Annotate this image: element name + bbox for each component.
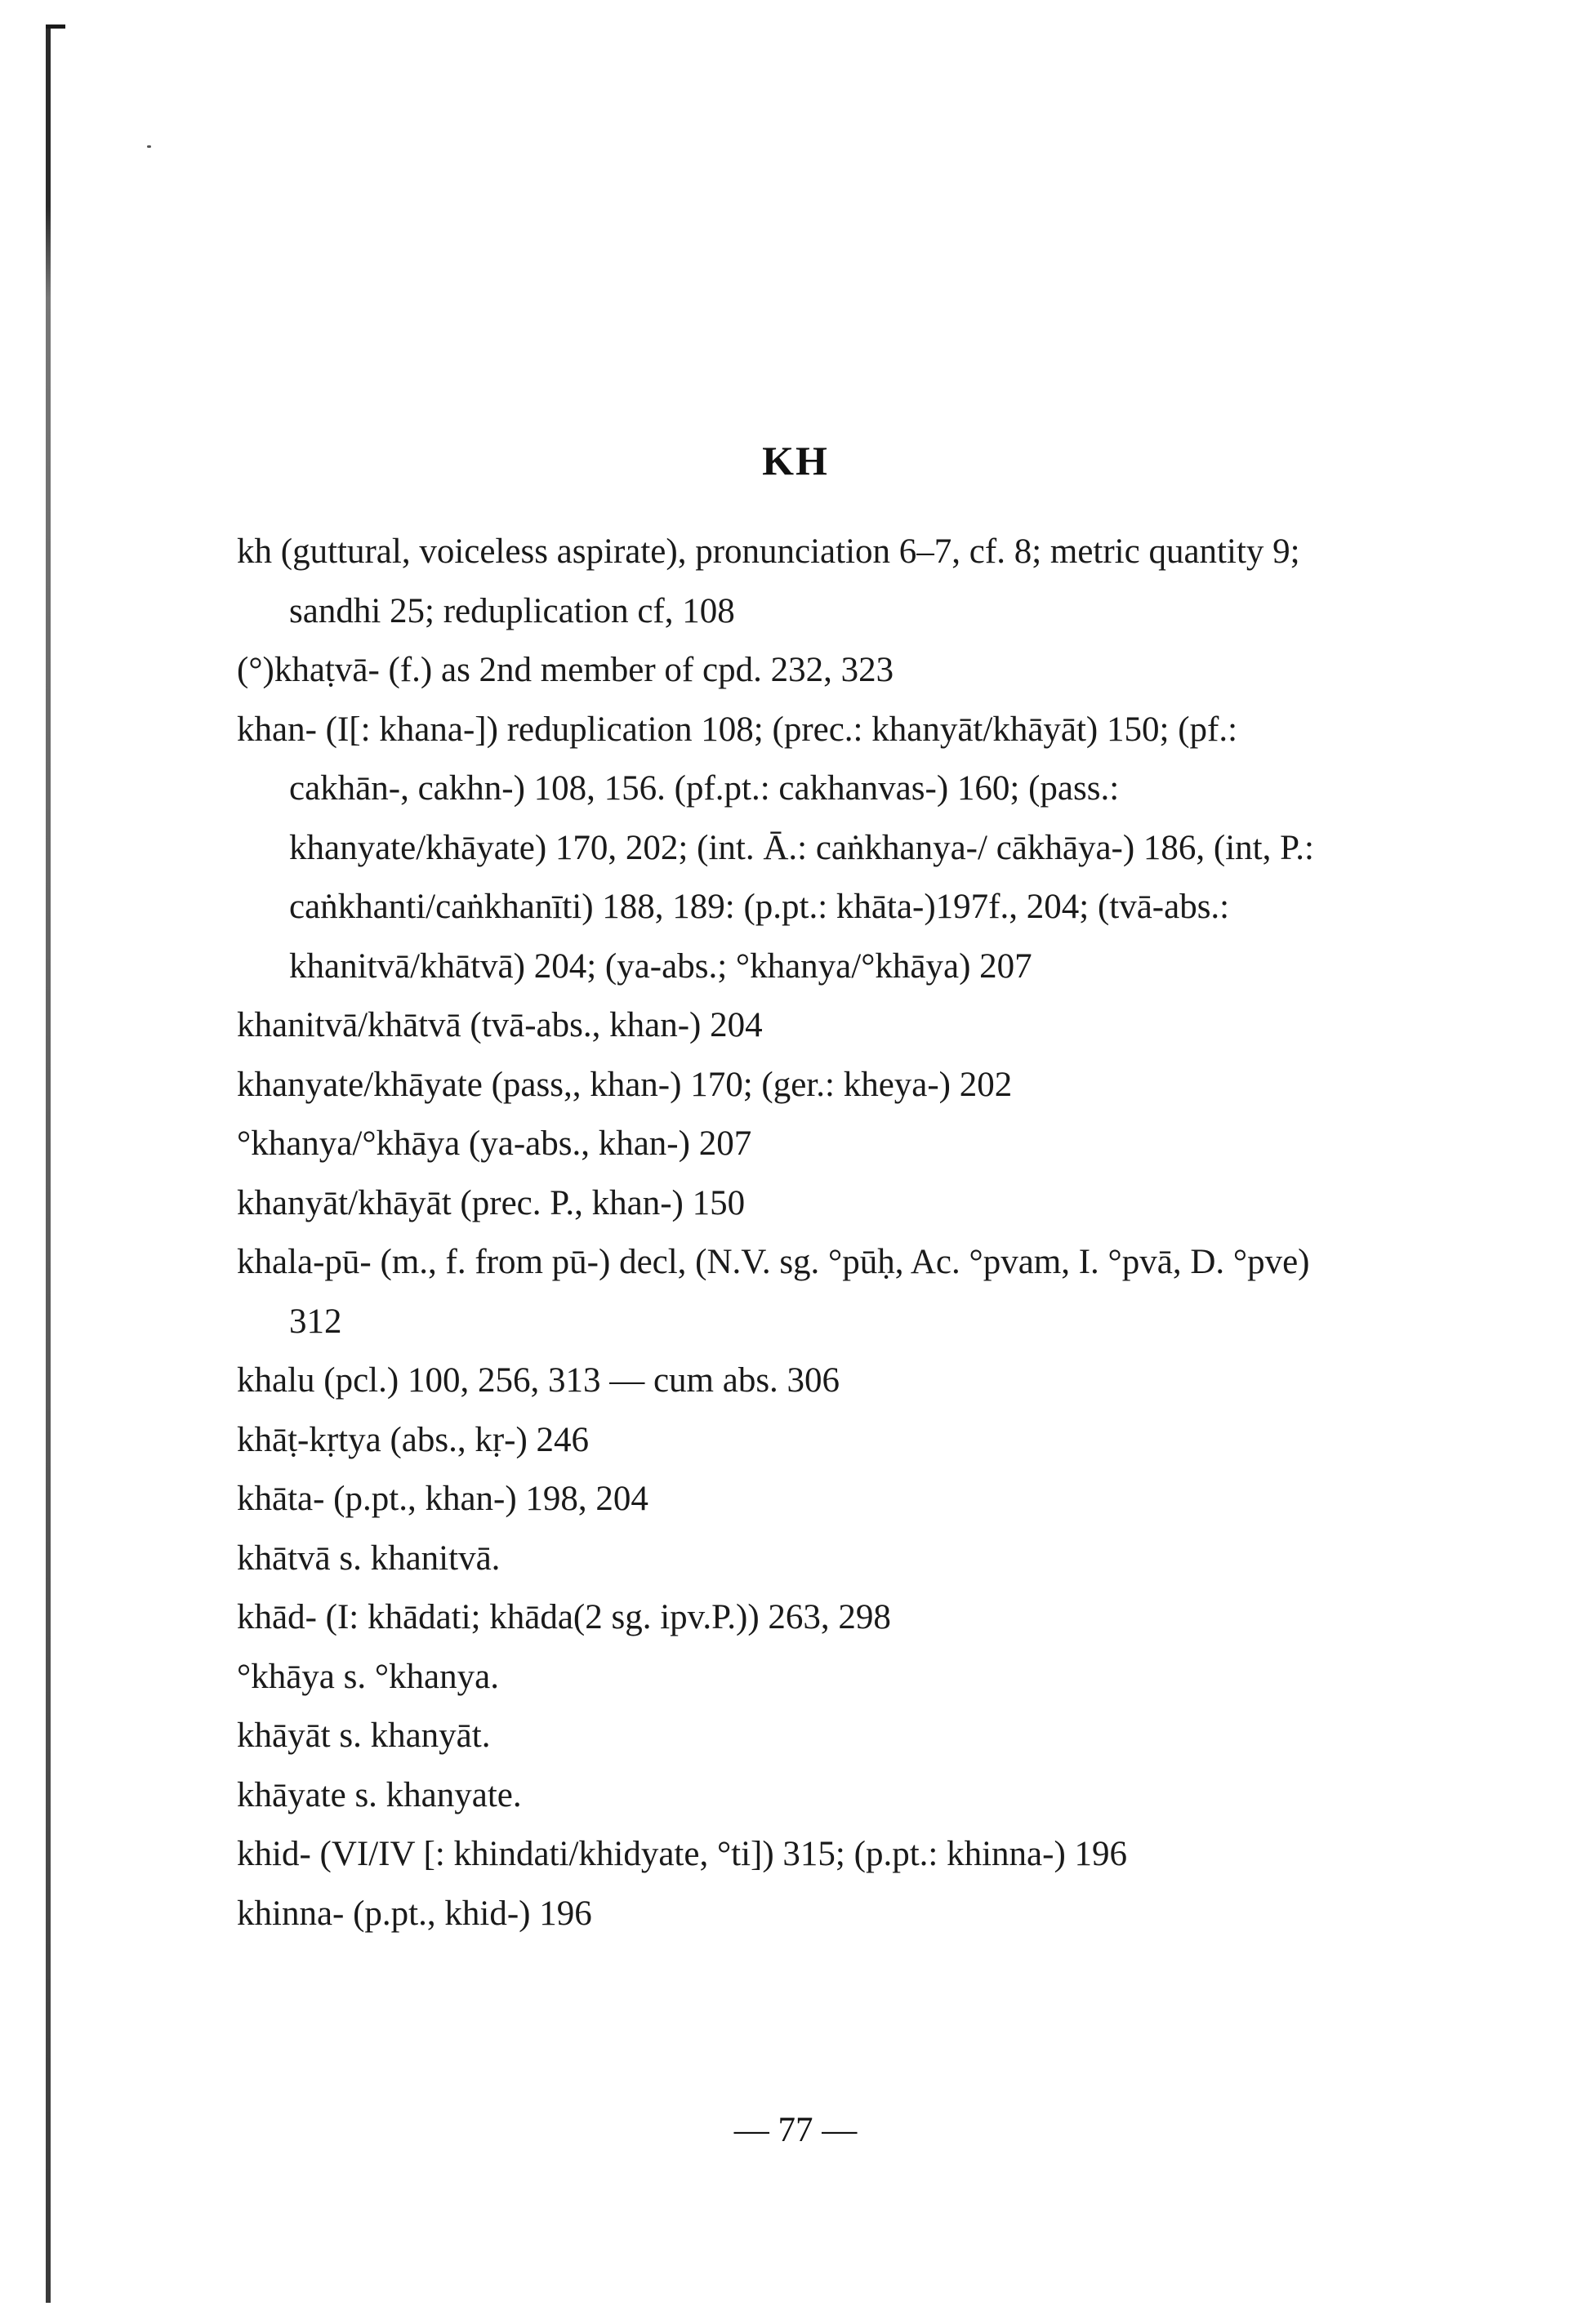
page-number: — 77 — [733, 2111, 858, 2149]
index-entry: khalu (pcl.) 100, 256, 313 — cum abs. 306 [237, 1361, 840, 1400]
scan-speck [147, 145, 151, 148]
index-entry: khāṭ-kṛtya (abs., kṛ-) 246 [237, 1420, 590, 1459]
index-entry: khāta- (p.pt., khan-) 198, 204 [237, 1480, 648, 1518]
index-entry: khād- (I: khādati; khāda(2 sg. ipv.P.)) 263, 298 [237, 1598, 891, 1636]
index-entry: khanitvā/khātvā (tvā-abs., khan-) 204 [237, 1006, 763, 1044]
index-entry: khid- (VI/IV [: khindati/khidyate, °ti]) 315; (p.pt.: khinna-) 196 [237, 1835, 1128, 1873]
index-entry: khanyate/khāyate (pass,, khan-) 170; (ger.: kheya-) 202 [237, 1065, 1013, 1104]
index-entry: khinna- (p.pt., khid-) 196 [237, 1894, 592, 1933]
section-heading: KH [762, 438, 829, 483]
index-entry: khanyāt/khāyāt (prec. P., khan-) 150 [237, 1183, 746, 1222]
index-entry: kh (guttural, voiceless aspirate), pronunciation 6–7, cf. 8; metric quantity 9; sandhi 25; reduplication cf, 108 [237, 532, 1300, 630]
index-entry: khan- (I[: khana-]) reduplication 108; (prec.: khanyāt/khāyāt) 150; (pf.: cakhān-, cakhn-) 108, 156. (pf.pt.: cakhanvas-) 160; (pass.: khanyate/khāyate) 170, 202; (int. Ā.: caṅkhanya-/ cākhāya-) 186, (int, P.: caṅkhanti/caṅkhanīti) 188, 189: (p.pt.: khāta-)197f., 204; (tvā-abs.: khanitvā/khātvā) 204; (ya-abs.; °khanya/°khāya) 207 [237, 710, 1314, 986]
index-entry: °khāya s. °khanya. [237, 1657, 499, 1696]
index-entry: khala-pū- (m., f. from pū-) decl, (N.V. sg. °pūḥ, Ac. °pvam, I. °pvā, D. °pve) 312 [237, 1243, 1310, 1341]
index-entry: khāyate s. khanyate. [237, 1775, 522, 1814]
index-entry: (°)khaṭvā- (f.) as 2nd member of cpd. 232, 323 [237, 651, 894, 689]
scan-left-edge [46, 24, 51, 2303]
index-entry: khātvā s. khanitvā. [237, 1538, 501, 1578]
index-entries [237, 523, 1339, 1943]
scan-top-corner [46, 24, 65, 29]
index-entry: °khanya/°khāya (ya-abs., khan-) 207 [237, 1124, 752, 1163]
index-entry: khāyāt s. khanyāt. [237, 1716, 491, 1755]
